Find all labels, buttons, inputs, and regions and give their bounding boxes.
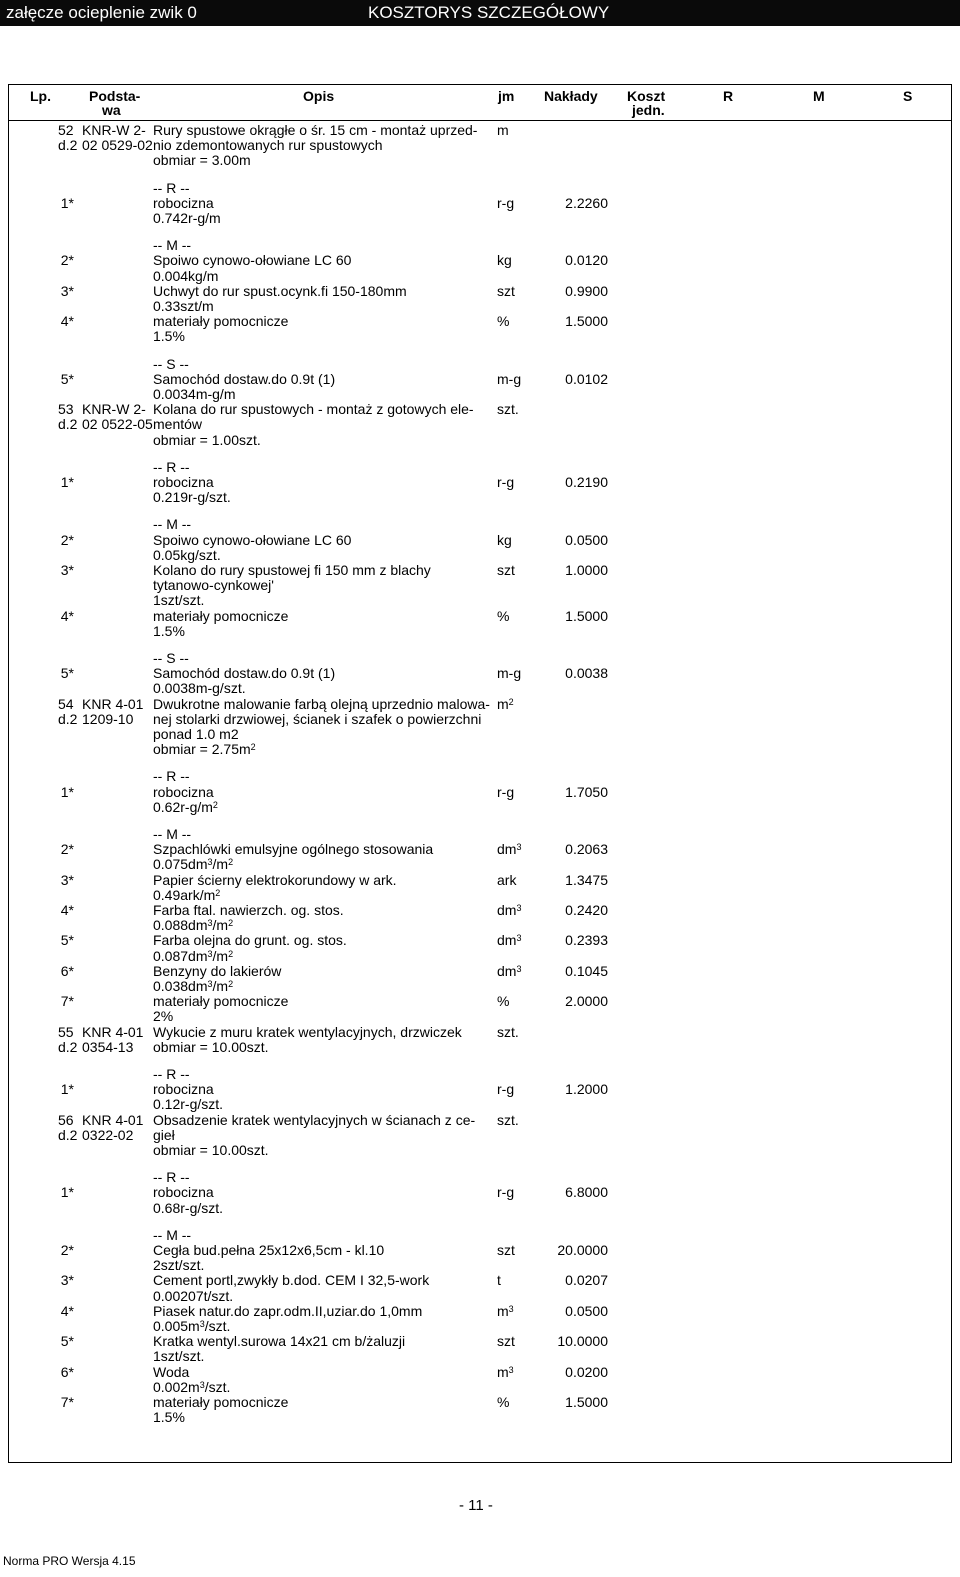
- resource-description: 0.219r-g/szt.: [153, 489, 231, 506]
- resource-description: Kratka wentyl.surowa 14x21 cm b/żaluzji: [153, 1333, 406, 1350]
- quantity: 1.5000: [565, 607, 608, 624]
- col-header-m: M: [813, 88, 825, 104]
- row-number: 3*: [60, 282, 74, 299]
- table-top-border: [8, 84, 952, 85]
- basis-code-number: 1209-10: [82, 710, 134, 727]
- resource-description: Kolano do rury spustowej fi 150 mm z blachy: [153, 562, 431, 578]
- row-number: 52: [58, 122, 74, 138]
- quantity: 0.0500: [565, 1302, 608, 1319]
- resource-description: 1.5%: [153, 622, 185, 639]
- position-description: Wykucie z muru kratek wentylacyjnych, drzwiczek: [153, 1023, 462, 1040]
- basis-code-number: 02 0529-02: [82, 137, 153, 154]
- basis-code: KNR-W 2-: [82, 122, 146, 138]
- resource-description: robocizna: [153, 783, 214, 800]
- section-marker: -- M --: [153, 826, 192, 842]
- unit: $dm^3$: [497, 962, 522, 979]
- col-header-jm: jm: [498, 88, 515, 104]
- section-marker: -- M --: [153, 237, 192, 254]
- quantity: 1.0000: [565, 562, 608, 578]
- row-number: 2*: [60, 1242, 74, 1258]
- position-description: Rury spustowe okrągłe o śr. 15 cm - montaż uprzed-: [153, 122, 478, 138]
- row-number: 55: [58, 1023, 74, 1040]
- position-description: obmiar = 10.00szt.: [153, 1038, 269, 1055]
- resource-description: 0.0038m-g/szt.: [153, 680, 246, 697]
- quantity: 0.1045: [565, 962, 608, 979]
- basis-code: KNR 4-01: [82, 695, 144, 712]
- page-number: - 11 -: [459, 1497, 493, 1514]
- unit: szt.: [497, 1023, 519, 1040]
- row-number-suffix: d.2: [58, 710, 78, 727]
- row-number: 2*: [60, 841, 74, 858]
- unit: r-g: [497, 1081, 515, 1098]
- resource-description: robocizna: [153, 194, 214, 211]
- resource-description: $0.62r-g/m^2$: [153, 798, 218, 815]
- quantity: 1.5000: [565, 1394, 608, 1410]
- row-number: 1*: [60, 1184, 74, 1201]
- row-number-suffix: d.2: [58, 1126, 78, 1143]
- row-number: 4*: [60, 1302, 74, 1319]
- row-number: 6*: [60, 1363, 74, 1380]
- unit: t: [497, 1272, 501, 1289]
- table-left-border: [8, 84, 9, 1462]
- quantity: 0.0038: [565, 665, 608, 682]
- col-header-koszt-1: Koszt: [627, 88, 666, 104]
- resource-description: 1.5%: [153, 328, 185, 345]
- quantity: 1.5000: [565, 313, 608, 330]
- resource-description: 0.33szt/m: [153, 298, 214, 314]
- resource-description: robocizna: [153, 1081, 214, 1098]
- row-number: 2*: [60, 252, 74, 269]
- document-title: załęcze ocieplenie zwik 0: [6, 3, 197, 22]
- section-marker: -- R --: [153, 458, 190, 475]
- resource-description: Samochód dostaw.do 0.9t (1): [153, 370, 336, 387]
- quantity: 0.2393: [565, 932, 608, 949]
- position-description: Kolana do rur spustowych - montaż z gotowych ele-: [153, 401, 474, 418]
- row-number: 5*: [60, 1333, 74, 1350]
- row-number: 7*: [60, 1394, 74, 1410]
- unit: szt.: [497, 1111, 519, 1128]
- section-marker: -- R --: [153, 1169, 190, 1186]
- row-number-suffix: d.2: [58, 137, 78, 154]
- resource-description: Cegła bud.pełna 25x12x6,5cm - kl.10: [153, 1242, 385, 1258]
- row-number: 2*: [60, 531, 74, 548]
- resource-description: 2%: [153, 1008, 174, 1025]
- position-description: nej stolarki drzwiowej, ścianek i szafek o powierzchni: [153, 710, 482, 727]
- resource-description: 0.68r-g/szt.: [153, 1199, 224, 1216]
- unit: r-g: [497, 474, 515, 490]
- basis-code: KNR 4-01: [82, 1111, 144, 1128]
- resource-description: materiały pomocnicze: [153, 607, 289, 624]
- row-number: 4*: [60, 313, 74, 330]
- col-header-r: R: [723, 88, 734, 104]
- row-number: 53: [58, 401, 74, 418]
- col-header-koszt-2: jedn.: [632, 102, 665, 118]
- resource-description: Farba olejna do grunt. og. stos.: [153, 932, 347, 949]
- unit: szt: [497, 1333, 515, 1350]
- row-number: 5*: [60, 932, 74, 949]
- position-description: gieł: [153, 1126, 175, 1143]
- unit: r-g: [497, 783, 515, 800]
- col-header-s: S: [903, 88, 913, 104]
- position-description: obmiar = 1.00szt.: [153, 431, 261, 448]
- unit: m-g: [497, 665, 522, 682]
- basis-code: KNR-W 2-: [82, 401, 146, 418]
- table-right-border: [951, 84, 952, 1462]
- section-marker: -- S --: [153, 355, 189, 372]
- quantity: 0.0500: [565, 531, 608, 548]
- unit: r-g: [497, 194, 515, 211]
- row-number: 56: [58, 1111, 74, 1128]
- resource-description: Woda: [153, 1363, 190, 1380]
- resource-description: robocizna: [153, 474, 214, 490]
- resource-description: 0.00207t/szt.: [153, 1287, 234, 1304]
- position-description: nio zdemontowanych rur spustowych: [153, 137, 383, 154]
- unit: $dm^3$: [497, 841, 522, 858]
- unit: szt.: [497, 401, 519, 418]
- position-description: ponad 1.0 m2: [153, 726, 239, 742]
- resource-description: Piasek natur.do zapr.odm.II,uziar.do 1,0mm: [153, 1302, 423, 1319]
- unit: szt: [497, 282, 515, 299]
- row-number: 3*: [60, 871, 74, 888]
- quantity: 0.2190: [565, 474, 608, 490]
- col-header-opis: Opis: [303, 88, 335, 104]
- resource-description: tytanowo-cynkowej': [153, 577, 274, 594]
- quantity: 6.8000: [565, 1184, 608, 1201]
- resource-description: 0.004kg/m: [153, 267, 219, 284]
- row-number: 1*: [60, 194, 74, 211]
- quantity: 20.0000: [557, 1242, 608, 1258]
- position-description: obmiar = 3.00m: [153, 152, 251, 169]
- unit: r-g: [497, 1184, 515, 1201]
- unit: $dm^3$: [497, 902, 522, 918]
- basis-code-number: 0322-02: [82, 1126, 134, 1143]
- resource-description: Benzyny do lakierów: [153, 962, 282, 979]
- resource-description: 2szt/szt.: [153, 1257, 205, 1274]
- resource-description: materiały pomocnicze: [153, 993, 289, 1010]
- resource-description: Spoiwo cynowo-ołowiane LC 60: [153, 252, 352, 269]
- resource-description: 0.0034m-g/m: [153, 386, 236, 402]
- row-number: 6*: [60, 962, 74, 979]
- unit: $m^2$: [497, 695, 514, 712]
- section-marker: -- S --: [153, 650, 189, 666]
- quantity: 0.0102: [565, 370, 608, 387]
- row-number: 1*: [60, 474, 74, 490]
- header-separator: [8, 120, 952, 121]
- unit: %: [497, 313, 510, 330]
- resource-description: Papier ścierny elektrokorundowy w ark.: [153, 871, 397, 888]
- resource-description: 0.742r-g/m: [153, 210, 221, 226]
- position-description: obmiar = $2.75m^2$: [153, 741, 256, 758]
- quantity: 1.7050: [565, 783, 608, 800]
- quantity: 0.0200: [565, 1363, 608, 1380]
- resource-description: Spoiwo cynowo-ołowiane LC 60: [153, 531, 352, 548]
- resource-description: $0.087dm^3/m^2$: [153, 947, 234, 964]
- quantity: 0.0207: [565, 1272, 608, 1289]
- section-marker: -- R --: [153, 1066, 190, 1082]
- unit: $dm^3$: [497, 932, 522, 949]
- quantity: 1.2000: [565, 1081, 608, 1098]
- row-number: 1*: [60, 783, 74, 800]
- resource-description: robocizna: [153, 1184, 214, 1201]
- unit: $m^3$: [497, 1363, 514, 1380]
- row-number: 5*: [60, 370, 74, 387]
- resource-description: 1.5%: [153, 1409, 185, 1426]
- unit: kg: [497, 252, 512, 269]
- position-description: obmiar = 10.00szt.: [153, 1142, 269, 1158]
- unit: szt: [497, 562, 515, 578]
- row-number: 4*: [60, 607, 74, 624]
- report-type-title: KOSZTORYS SZCZEGÓŁOWY: [368, 3, 610, 22]
- row-number: 4*: [60, 902, 74, 918]
- unit: m-g: [497, 370, 522, 387]
- unit: %: [497, 993, 510, 1010]
- basis-code: KNR 4-01: [82, 1023, 144, 1040]
- resource-description: Farba ftal. nawierzch. og. stos.: [153, 902, 344, 918]
- resource-description: 0.12r-g/szt.: [153, 1096, 224, 1113]
- resource-description: $0.088dm^3/m^2$: [153, 917, 234, 934]
- table-bottom-border: [8, 1462, 952, 1463]
- row-number: 54: [58, 695, 74, 712]
- section-marker: -- M --: [153, 1226, 192, 1243]
- row-number: 1*: [60, 1081, 74, 1098]
- basis-code-number: 0354-13: [82, 1038, 134, 1055]
- row-number-suffix: d.2: [58, 1038, 78, 1055]
- col-header-naklady: Nakłady: [544, 88, 598, 104]
- quantity: 0.0120: [565, 252, 608, 269]
- resource-description: $0.49ark/m^2$: [153, 886, 221, 903]
- basis-code-number: 02 0522-05: [82, 416, 153, 433]
- section-marker: -- M --: [153, 516, 192, 533]
- col-header-podstawa-2: wa: [102, 102, 121, 118]
- resource-description: 1szt/szt.: [153, 592, 205, 609]
- resource-description: $0.002m^3$/szt.: [153, 1378, 231, 1395]
- unit: ark: [497, 871, 517, 888]
- resource-description: $0.075dm^3/m^2$: [153, 856, 234, 873]
- resource-description: Samochód dostaw.do 0.9t (1): [153, 665, 336, 682]
- resource-description: materiały pomocnicze: [153, 1394, 289, 1410]
- resource-description: $0.038dm^3/m^2$: [153, 978, 234, 994]
- unit: $m^3$: [497, 1302, 514, 1319]
- resource-description: materiały pomocnicze: [153, 313, 289, 330]
- position-description: Obsadzenie kratek wentylacyjnych w ścianach z ce-: [153, 1111, 476, 1128]
- quantity: 2.2260: [565, 194, 608, 211]
- position-description: Dwukrotne malowanie farbą olejną uprzednio malowa-: [153, 695, 490, 712]
- col-header-podstawa-1: Podsta-: [89, 88, 141, 104]
- section-marker: -- R --: [153, 768, 190, 785]
- quantity: 10.0000: [557, 1333, 608, 1350]
- unit: %: [497, 607, 510, 624]
- resource-description: Szpachlówki emulsyjne ogólnego stosowania: [153, 841, 434, 858]
- section-marker: -- R --: [153, 179, 190, 196]
- row-number-suffix: d.2: [58, 416, 78, 433]
- quantity: 0.2063: [565, 841, 608, 858]
- resource-description: $0.005m^3$/szt.: [153, 1318, 231, 1334]
- unit: szt: [497, 1242, 515, 1258]
- software-version: Norma PRO Wersja 4.15: [3, 1554, 136, 1568]
- unit: kg: [497, 531, 512, 548]
- unit: m: [497, 122, 509, 138]
- unit: %: [497, 1394, 510, 1410]
- row-number: 5*: [60, 665, 74, 682]
- quantity: 1.3475: [565, 871, 608, 888]
- col-header-lp: Lp.: [30, 88, 51, 104]
- resource-description: Cement portl,zwykły b.dod. CEM I 32,5-work: [153, 1272, 430, 1289]
- position-description: mentów: [153, 416, 203, 433]
- resource-description: 0.05kg/szt.: [153, 546, 221, 563]
- window-header-bar: [0, 0, 960, 26]
- quantity: 0.9900: [565, 282, 608, 299]
- row-number: 3*: [60, 1272, 74, 1289]
- row-number: 3*: [60, 562, 74, 578]
- resource-description: 1szt/szt.: [153, 1348, 205, 1365]
- quantity: 0.2420: [565, 902, 608, 918]
- quantity: 2.0000: [565, 993, 608, 1010]
- row-number: 7*: [60, 993, 74, 1010]
- resource-description: Uchwyt do rur spust.ocynk.fi 150-180mm: [153, 282, 407, 299]
